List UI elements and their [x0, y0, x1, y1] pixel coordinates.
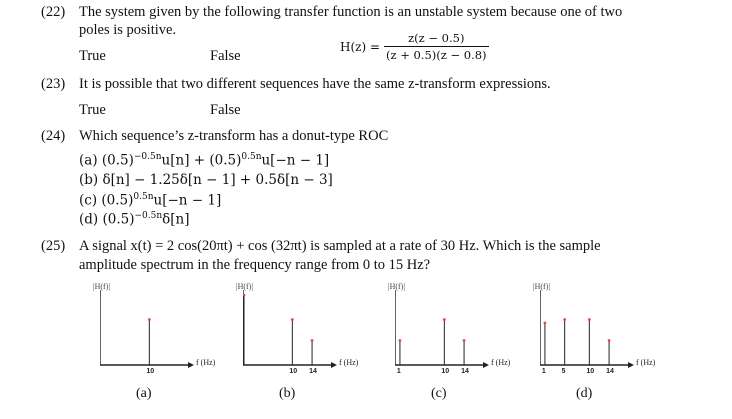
- plot-a-option-label[interactable]: (a): [136, 386, 152, 401]
- q22-number: (22): [41, 4, 66, 20]
- plot-c-svg: [395, 290, 493, 370]
- q22-denominator: (z + 0.5)(z − 0.8): [386, 48, 487, 62]
- plot-c-spectral-tip-1: [443, 318, 446, 321]
- plot-b-spectral-tip-1: [291, 318, 294, 321]
- q24-option-c-exp: 0.5n: [133, 192, 154, 202]
- q24-option-a[interactable]: [79, 152, 329, 169]
- plot-b-svg: [243, 290, 341, 370]
- plot-d-spectral-tip-3: [608, 339, 611, 342]
- q23-text: It is possible that two different sequences have the same z-transform expressions.: [79, 76, 551, 92]
- plot-c-y-axis-label: |H(f)|: [388, 282, 405, 291]
- plot-b-x-axis-arrow: [331, 362, 337, 368]
- q25-text-line2: amplitude spectrum in the frequency range from 0 to 15 Hz?: [79, 257, 431, 273]
- q24-option-a-exp2: 0.5n: [241, 152, 262, 162]
- q24-option-d[interactable]: [79, 211, 190, 228]
- plot-c-spectral-tip-0: [399, 339, 402, 342]
- q24-option-d-part1: (d) (0.5): [79, 211, 135, 228]
- q24-option-b-text: (b) δ[n] − 1.25δ[n − 1] + 0.5δ[n − 3]: [79, 172, 333, 188]
- q22-transfer-function-name: H(z) =: [340, 40, 381, 54]
- q22-text-line1: The system given by the following transfer function is an unstable system because one of two: [79, 4, 623, 20]
- q24-option-b[interactable]: [79, 172, 333, 188]
- plot-d-spectral-tip-1: [563, 318, 566, 321]
- plot-c-tick-10: 10: [441, 368, 450, 375]
- q24-option-d-part2: δ[n]: [162, 211, 190, 228]
- q23-number: (23): [41, 76, 66, 92]
- plot-c-tick-1: 1: [396, 368, 401, 375]
- q24-option-c-part1: (c) (0.5): [79, 192, 134, 209]
- q22-numerator: z(z − 0.5): [408, 31, 465, 45]
- q25-number: (25): [41, 238, 66, 254]
- plot-b-spectral-tip-0: [243, 294, 245, 297]
- plot-b-tick-10: 10: [289, 368, 298, 375]
- q24-option-c-part2: u[−n − 1]: [153, 192, 222, 209]
- q24-option-a-part3: u[−n − 1]: [261, 152, 330, 169]
- q22-true-option[interactable]: True: [79, 48, 106, 64]
- plot-a-y-axis-label: |H(f)|: [93, 282, 110, 291]
- plot-b-y-axis-label: |H(f)|: [236, 282, 253, 291]
- plot-d-y-axis-label: |H(f)|: [533, 282, 550, 291]
- q23-false-option[interactable]: False: [210, 102, 241, 118]
- q24-number: (24): [41, 128, 66, 144]
- plot-b-spectral-tip-2: [311, 339, 314, 342]
- plot-c-spectral-tip-2: [463, 339, 466, 342]
- plot-d-x-axis-arrow: [628, 362, 634, 368]
- plot-d-tick-1: 1: [541, 368, 546, 375]
- plot-c-x-axis-arrow: [483, 362, 489, 368]
- plot-d-option-label[interactable]: (d): [576, 386, 593, 401]
- plot-d-svg: [540, 290, 638, 370]
- q24-option-a-part1: (a) (0.5): [79, 152, 134, 169]
- q22-transfer-function-fraction: [384, 31, 489, 62]
- plot-d-spectral-tip-0: [544, 322, 547, 325]
- q25-text-line1: A signal x(t) = 2 cos(20πt) + cos (32πt) is sampled at a rate of 30 Hz. Which is the sample: [79, 238, 601, 254]
- plot-c-option-label[interactable]: (c): [431, 386, 447, 401]
- plot-a-x-axis-arrow: [188, 362, 194, 368]
- plot-d-tick-10: 10: [586, 368, 595, 375]
- plot-a-spectral-tip-0: [148, 318, 151, 321]
- plot-a-svg: [100, 290, 198, 370]
- plot-b-tick-14: 14: [309, 368, 317, 375]
- q24-option-a-part2: u[n] + (0.5): [161, 152, 242, 169]
- plot-a-x-axis-label: f (Hz): [196, 358, 216, 367]
- q24-option-c[interactable]: [79, 192, 221, 209]
- q24-option-a-exp1: −0.5n: [133, 152, 162, 162]
- plot-b-option-label[interactable]: (b): [279, 386, 296, 401]
- plot-b-x-axis-label: f (Hz): [339, 358, 359, 367]
- plot-d-tick-5: 5: [561, 368, 566, 375]
- q22-false-option[interactable]: False: [210, 48, 241, 64]
- q22-text-line2: poles is positive.: [79, 22, 177, 38]
- q24-option-d-exp: −0.5n: [134, 211, 163, 221]
- q24-text: Which sequence’s z-transform has a donut-type ROC: [79, 128, 389, 144]
- q23-true-option[interactable]: True: [79, 102, 106, 118]
- plot-d-x-axis-label: f (Hz): [636, 358, 656, 367]
- plot-c-x-axis-label: f (Hz): [491, 358, 511, 367]
- plot-c-tick-14: 14: [461, 368, 469, 375]
- plot-d-spectral-tip-2: [588, 318, 591, 321]
- plot-a-tick-10: 10: [146, 368, 155, 375]
- plot-d-tick-14: 14: [606, 368, 614, 375]
